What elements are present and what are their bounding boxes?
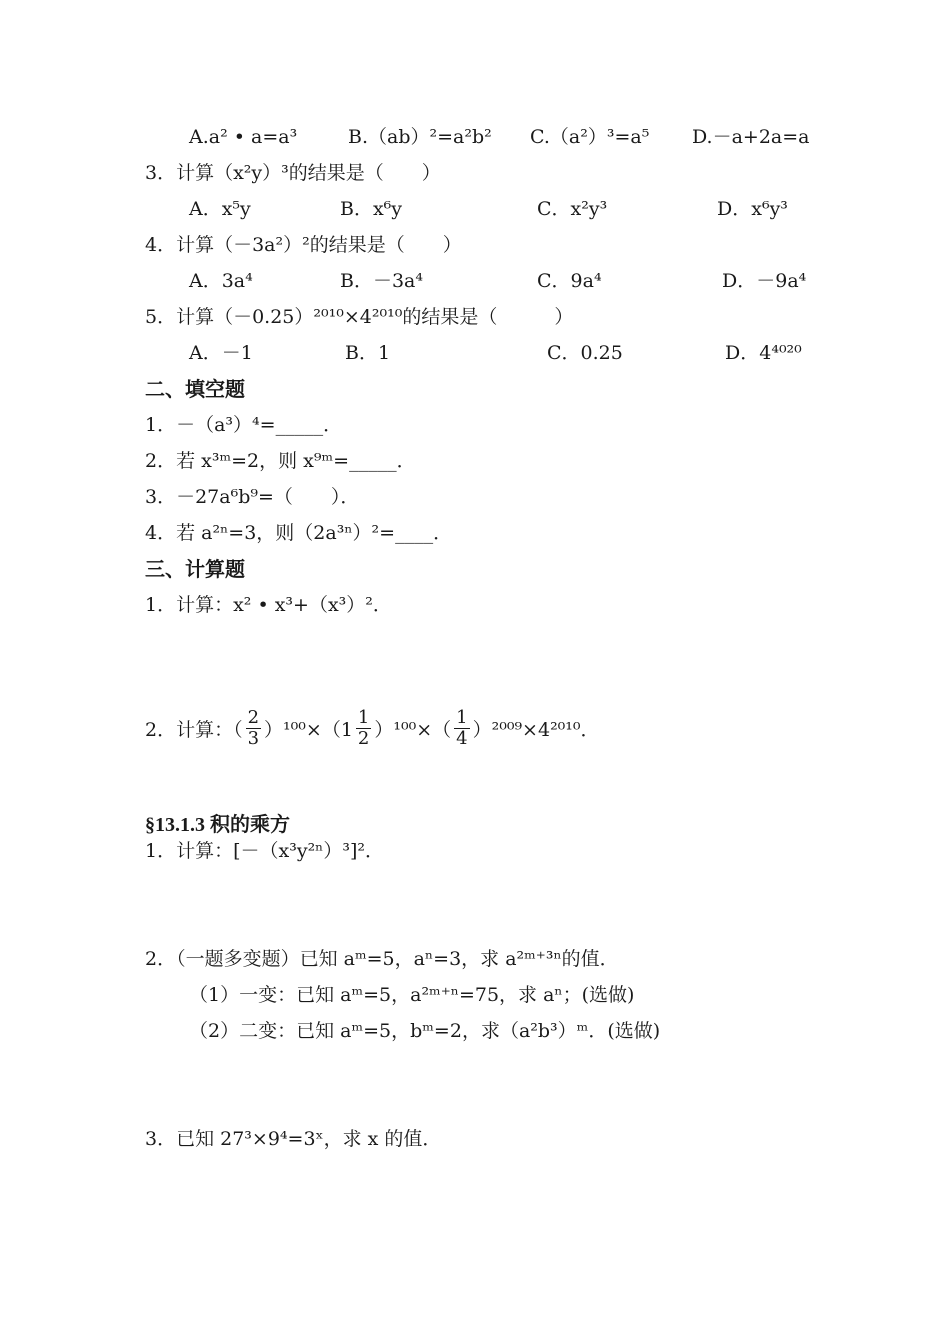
worksheet-page: A.a² • a=a³ B.（ab）²=a²b² C.（a²）³=a⁵ D.－a+2a=a 3．计算（x²y）³的结果是（ ） A．x⁵y B．x⁶y C．x²y³ D．x⁶y³ 4．计算（－3a²）²的结果是（ ） A．3a⁴ B．－3a⁴ C．9a⁴ D．－9a⁴ 5．计算（－0.25）²⁰¹⁰×4²⁰¹⁰的结果是（ ） A．－1 B．1 C．0.25 D．4⁴⁰²⁰ 二、填空题 1．－（a³）⁴=_____． 2．若 x³ᵐ=2，则 x⁹ᵐ=_____． 3．－27a⁶b⁹=（ ）． 4．若 a²ⁿ=3，则（2a³ⁿ）²=____． 三、计算题 1．计算：x² • x³+（x³）²． 2．计算：（ $\frac{2}{3}$ ）¹⁰⁰×（1 $\frac{1}{2}$ ）¹⁰⁰×（ $\frac{1}{4}$ ）²⁰⁰⁹×4²⁰¹⁰． §13.1.3 积的乘方 1．计算：[－（x³y²ⁿ）³]²． 2．（一题多变题）已知 aᵐ=5，aⁿ=3，求 a²ᵐ⁺³ⁿ的值． （1）一变：已知 aᵐ=5，a²ᵐ⁺ⁿ=75，求 aⁿ；(选做) （2）二变：已知 aᵐ=5，bᵐ=2，求（a²b³）ᵐ．(选做) 3．已知 27³×9⁴=3ˣ，求 x 的值．	[145, 126, 810, 1150]
option-a: A．x⁵y	[189, 198, 251, 220]
option-d: D．－9a⁴	[722, 270, 807, 292]
option-c: C．0.25	[547, 342, 623, 364]
option-d: D．x⁶y³	[717, 198, 788, 220]
fraction-one-half	[356, 708, 371, 749]
fraction-numerator: 2	[247, 706, 260, 728]
expr-prefix: 2．计算：（	[145, 718, 243, 741]
question-stem: 5．计算（－0.25）²⁰¹⁰×4²⁰¹⁰的结果是（ ）	[145, 306, 574, 328]
option-b: B．1	[345, 342, 391, 364]
option-d: D．4⁴⁰²⁰	[725, 342, 802, 364]
fraction-denominator: 3	[247, 727, 260, 749]
expr-part-3: ）¹⁰⁰×（	[374, 718, 452, 741]
fraction-two-thirds	[246, 708, 261, 749]
question-stem: 3．计算（x²y）³的结果是（ ）	[145, 162, 441, 184]
option-c: C.（a²）³=a⁵	[530, 126, 650, 148]
fraction-denominator: 4	[456, 727, 468, 749]
option-d: D.－a+2a=a	[692, 126, 810, 148]
fraction-one-quarter	[454, 708, 469, 749]
option-a: A.a² • a=a³	[189, 126, 298, 148]
fraction-numerator: 1	[456, 706, 468, 728]
option-a: A．3a⁴	[189, 270, 253, 292]
expr-part-2: ）¹⁰⁰×（1	[264, 718, 353, 741]
expr-suffix: ）²⁰⁰⁹×4²⁰¹⁰．	[472, 718, 600, 741]
option-b: B.（ab）²=a²b²	[348, 126, 492, 148]
question-stem: 4．计算（－3a²）²的结果是（ ）	[145, 234, 462, 256]
option-a: A．－1	[189, 342, 253, 364]
calc-item-2	[145, 704, 600, 752]
fraction-denominator: 2	[357, 727, 370, 749]
option-b: B．－3a⁴	[340, 270, 423, 292]
option-c: C．x²y³	[537, 198, 608, 220]
option-b: B．x⁶y	[340, 198, 403, 220]
fraction-numerator: 1	[357, 706, 370, 728]
option-c: C．9a⁴	[537, 270, 602, 292]
